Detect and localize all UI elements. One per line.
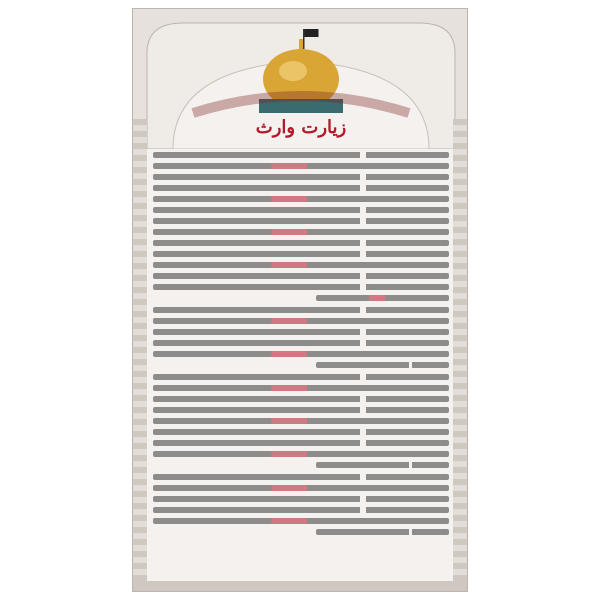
text-line: [153, 240, 449, 246]
text-line: [153, 474, 449, 480]
text-line: [153, 440, 449, 446]
page-title: زيارت وارث: [255, 117, 347, 138]
text-line: [153, 196, 449, 202]
text-line: [153, 152, 449, 158]
text-line: [153, 518, 449, 524]
text-line: [153, 229, 449, 235]
text-line: [153, 385, 449, 391]
text-line: [316, 362, 449, 368]
text-line: [153, 329, 449, 335]
frame-border-left: [133, 119, 147, 592]
text-line: [153, 185, 449, 191]
text-line: [316, 295, 449, 301]
text-line: [153, 251, 449, 257]
text-line: [153, 273, 449, 279]
text-line: [153, 496, 449, 502]
frame-border-right: [453, 119, 467, 592]
text-line: [316, 462, 449, 468]
text-line: [153, 351, 449, 357]
paragraph: [153, 474, 449, 535]
text-line: [153, 307, 449, 313]
text-line: [153, 507, 449, 513]
text-line: [153, 218, 449, 224]
ziyarat-text: [153, 147, 449, 583]
text-line: [153, 318, 449, 324]
text-line: [153, 418, 449, 424]
text-line: [153, 340, 449, 346]
text-line: [153, 429, 449, 435]
paragraph: [153, 307, 449, 368]
text-line: [153, 174, 449, 180]
text-line: [153, 262, 449, 268]
paragraph: [153, 152, 449, 301]
text-line: [153, 485, 449, 491]
text-line: [153, 207, 449, 213]
text-line: [153, 451, 449, 457]
ziyarat-card: [132, 8, 468, 592]
text-line: [316, 529, 449, 535]
text-line: [153, 396, 449, 402]
text-line: [153, 374, 449, 380]
text-line: [153, 407, 449, 413]
text-line: [153, 163, 449, 169]
paragraph: [153, 374, 449, 468]
text-line: [153, 284, 449, 290]
